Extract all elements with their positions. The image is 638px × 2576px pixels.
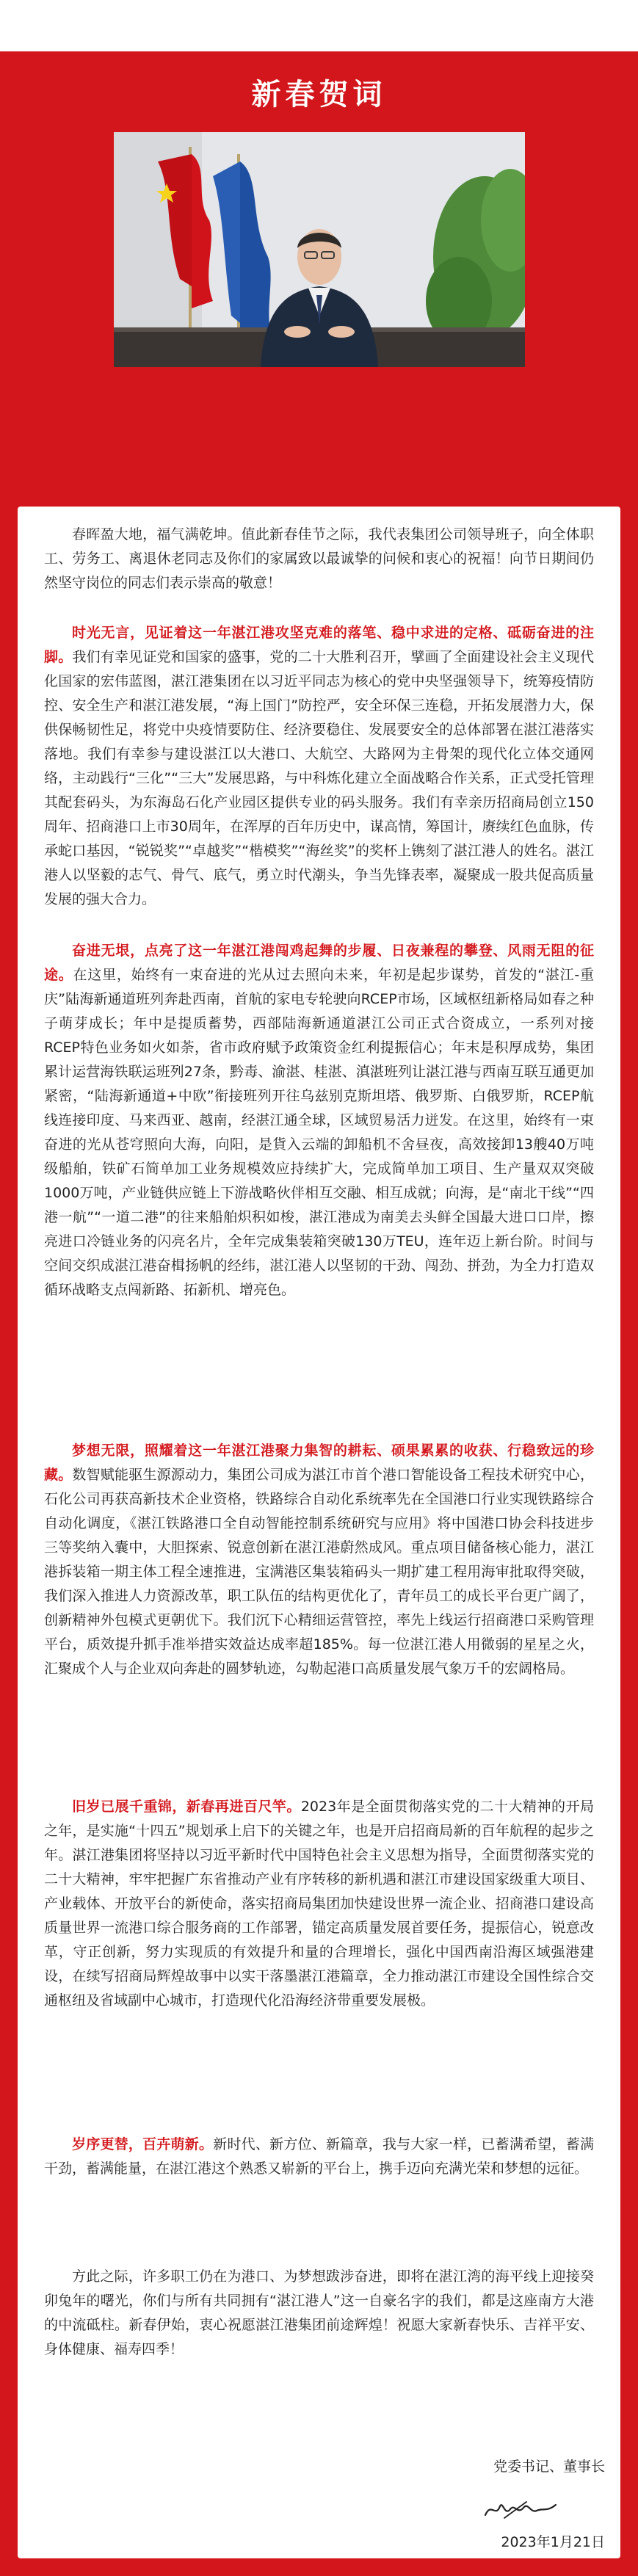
top-band	[0, 0, 638, 51]
section-lead: 时光无言，见证着这一年湛江港攻坚克难的落笔、稳中求进的定格、砥砺奋进的注脚。	[44, 625, 594, 665]
section-body: 数智赋能驱生源源动力，集团公司成为湛江市首个港口智能设备工程技术研究中心，石化公司再获高新技术企业资格，铁路综合自动化系统率先在全国港口行业实现铁路综合自动化调度，《湛江铁路港口全自动智能控制系统研究与应用》将中国港口协会科技进步三等奖纳入囊中，大胆探索、锐意创新在湛江港蔚然成风。重点项目储备核心能力，湛江港拆装箱一期主体工程全速推进，宝满港区集装箱码头一期扩建工程用海审批取得突破，我们深入推进人力资源改革，职工队伍的结构更优化了，青年员工的成长平台更广阔了，创新精神外包模式更朝优下。我们沉下心精细运营管控，率先上线运行招商港口采购管理平台，质效提升抓手准举措实效益达成率超185%。每一位湛江港人用微弱的星星之火，汇聚成个人与企业双向奔赴的圆梦轨迹，勾勒起港口高质量发展气象万千的宏阔格局。	[44, 1467, 594, 1677]
section-paragraph-3	[44, 1439, 594, 1681]
section-paragraph-4	[44, 1795, 594, 2013]
header-bar	[9, 51, 629, 132]
section-lead: 旧岁已展千重锦，新春再进百尺竿。	[72, 1799, 301, 1815]
section-body: 2023年是全面贯彻落实党的二十大精神的开局之年，是实施“十四五”规划承上启下的关键之年，也是开启招商局新的百年航程的起步之年。湛江港集团将坚持以习近平新时代中国特色社会主义思想为指导，全面贯彻落实党的二十大精神，牢牢把握广东省推动产业有序转移的新机遇和湛江市建设国家级重大项目、产业载体、开放平台的新使命，落实招商局集团加快建设世界一流企业、招商港口建设高质量世界一流港口综合服务商的工作部署，锚定高质量发展首要任务，提振信心，锐意改革，守正创新，努力实现质的有效提升和量的合理增长，强化中国西南沿海区域强港建设，在续写招商局辉煌故事中以实干落墨湛江港篇章，全力推动湛江市建设全国性综合交通枢纽及省域副中心城市，打造现代化沿海经济带重要发展极。	[44, 1799, 594, 2009]
sign-date: 2023年1月21日	[501, 2534, 605, 2550]
section-lead: 岁序更替，百卉萌新。	[72, 2136, 214, 2152]
handwritten-signature	[482, 2496, 563, 2522]
section-lead: 梦想无限，照耀着这一年湛江港聚力集智的耕耘、硕果累累的收获、行稳致远的珍藏。	[44, 1443, 594, 1483]
section-lead: 奋进无垠，点亮了这一年湛江港闯鸡起舞的步履、日夜兼程的攀登、风雨无阻的征途。	[44, 943, 594, 983]
signer-title: 党委书记、董事长	[493, 2459, 605, 2475]
section-body: 新时代、新方位、新篇章，我与大家一样，已蓄满希望，蓄满干劲，蓄满能量，在湛江港这个熟悉又崭新的平台上，携手迈向充满光荣和梦想的远征。	[44, 2136, 594, 2177]
closing-paragraph: 方此之际，许多职工仍在为港口、为梦想跋涉奋进，即将在湛江湾的海平线上迎接癸卯兔年的曙光，你们与所有共同拥有“湛江港人”这一自豪名字的我们，都是这座南方大港的中流砥柱。新春伊始，衷心祝愿湛江港集团前途辉煌！祝愿大家新春快乐、吉祥平安、身体健康、福寿四季！	[44, 2268, 594, 2357]
page-title: 新春贺词	[251, 77, 387, 112]
portrait-photo	[114, 132, 525, 367]
section-body: 在这里，始终有一束奋进的光从过去照向未来，年初是起步谋势，首发的“湛江-重庆”陆海新通道班列奔赴西南，首航的家电专轮驶向RCEP市场，区域枢纽新格局如春之种子萌芽成长；年中是提质蓄势，西部陆海新通道湛江公司正式合资成立，一系列对接RCEP特色业务如火如荼，省市政府赋予政策资金红利提振信心；年末是积厚成势，集团累计运营海铁联运班列27条，黔毒、渝湛、桂湛、滇湛班列让湛江港与西南互联互通更加紧密，“陆海新通道+中欧”衔接班列开往乌兹别克斯坦塔、俄罗斯、白俄罗斯，RCEP航线连接印度、马来西亚、越南，经湛江通全球，区域贸易活力迸发。在这里，始终有一束奋进的光从苍穹照向大海，向阳，是貨入云端的卸船机不舍昼夜，高效接卸13艘40万吨级船舶，铁矿石简单加工业务规模效应持续扩大，完成简单加工项目、生产量双双突破1000万吨，产业链供应链上下游战略伙伴相互交融、相互成就；向海，是“南北干线”“四港一航”“一道二港”的往来船舶炽积如梭，湛江港成为南美去头鲜全国最大进口口岸，擦亮进口冷链业务的闪亮名片，全年完成集装箱突破130万TEU，连年迈上新台阶。时间与空间交织成湛江港奋楫扬帆的经纬，湛江港人以坚韧的干劲、闯劲、拼劲，为全力打造双循环战略支点闯新路、拓新机、增亮色。	[44, 967, 594, 1298]
section-body: 我们有幸见证党和国家的盛事，党的二十大胜利召开，擘画了全面建设社会主义现代化国家的宏伟蓝图，湛江港集团在以习近平同志为核心的党中央坚强领导下，统筹疫情防控、安全生产和湛江港发展，“海上国门”防控严，安全环保三连稳，开拓发展潜力大，保供保畅韧性足，将党中央疫情要防住、经济要稳住、发展要安全的总体部署在湛江港落实落地。我们有幸参与建设湛江以大港口、大航空、大路网为主骨架的现代化立体交通网络，主动践行“三化”“三大”发展思路，与中科炼化建立全面战略合作关系，正式受托管理其配套码头，为东海岛石化产业园区提供专业的码头服务。我们有幸亲历招商局创立150周年、招商港口上市30周年，在浑厚的百年历史中，谋高情，筹国计，赓续红色血脉，传承蛇口基因，“锐锐奖”“卓越奖”“楷模奖”“海丝奖”的奖杯上镌刻了湛江港人的姓名。湛江港人以坚毅的志气、骨气、底气，勇立时代潮头，争当先锋表率，凝聚成一股共促高质量发展的强大合力。	[44, 649, 594, 907]
section-paragraph-5	[44, 2133, 594, 2181]
section-paragraph-1	[44, 621, 594, 912]
section-paragraph-2	[44, 939, 594, 1302]
intro-paragraph: 春晖盈大地，福气满乾坤。值此新春佳节之际，我代表集团公司领导班子，向全体职工、劳务工、离退休老同志及你们的家属致以最诚挚的问候和衷心的祝福！向节日期间仍然坚守岗位的同志们表示崇高的敬意！	[44, 526, 594, 591]
